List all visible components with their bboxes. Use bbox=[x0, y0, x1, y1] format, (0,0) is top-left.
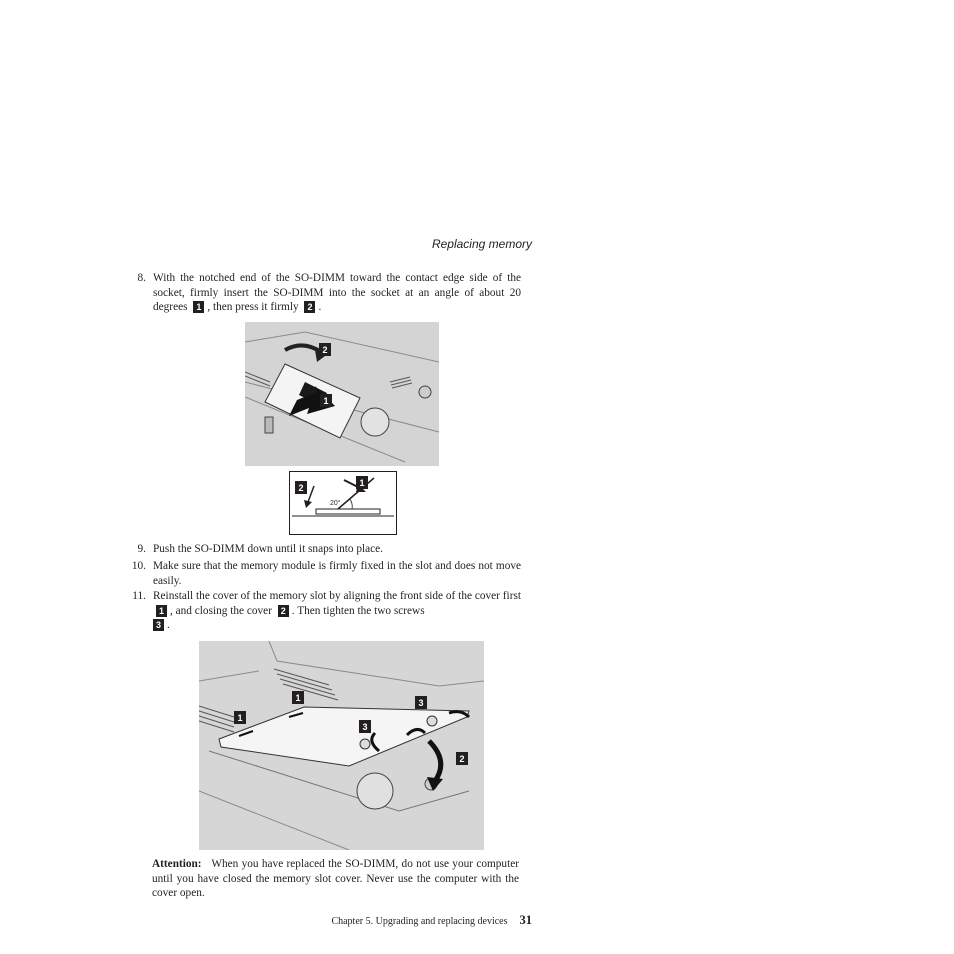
step-text: Push the SO-DIMM down until it snaps into place. bbox=[153, 543, 384, 555]
attention-text: When you have replaced the SO-DIMM, do not use your computer until you have closed the memory slot cover. Never use the computer with the cover open. bbox=[152, 858, 519, 899]
svg-text:3: 3 bbox=[418, 698, 424, 708]
chapter-title: Chapter 5. Upgrading and replacing devices bbox=[331, 916, 508, 927]
figure-angle-detail bbox=[289, 471, 397, 535]
angle-label: 20° bbox=[330, 500, 341, 507]
step-text: Make sure that the memory module is firmly fixed in the slot and does not move easily. bbox=[153, 560, 521, 587]
step-number: 9. bbox=[137, 543, 146, 555]
step-9 bbox=[120, 542, 520, 557]
callout-badge: 2 bbox=[304, 301, 315, 313]
callout-badge: 1 bbox=[156, 605, 167, 617]
svg-text:2: 2 bbox=[459, 754, 465, 764]
svg-text:1: 1 bbox=[237, 713, 243, 723]
step-text: With the notched end of the SO-DIMM toward the contact edge side of the socket, firmly insert the SO-DIMM into the socket at an angle of about 20 degrees 1 , then press it firmly 2 . bbox=[153, 272, 521, 314]
svg-text:2: 2 bbox=[322, 345, 328, 355]
step-number: 8. bbox=[137, 272, 146, 284]
svg-text:3: 3 bbox=[362, 722, 368, 732]
callout-badge: 2 bbox=[278, 605, 289, 617]
figure-cover-reinstall bbox=[199, 641, 484, 850]
svg-text:1: 1 bbox=[323, 396, 329, 406]
running-header: Replacing memory bbox=[431, 237, 532, 251]
svg-text:2: 2 bbox=[298, 483, 304, 493]
page-number: 31 bbox=[519, 913, 532, 927]
step-10 bbox=[120, 559, 520, 589]
svg-text:1: 1 bbox=[295, 693, 301, 703]
callout-badge: 1 bbox=[193, 301, 204, 313]
attention-note bbox=[152, 857, 519, 901]
step-text: Reinstall the cover of the memory slot by aligning the front side of the cover first 1 , and closing the cover 2 . Then tighten the two screws 3 . bbox=[153, 590, 521, 632]
step-11 bbox=[120, 589, 520, 633]
figure-sodimm-insertion bbox=[245, 322, 439, 466]
attention-label: Attention: bbox=[152, 858, 202, 870]
page-footer bbox=[300, 913, 532, 928]
step-number: 11. bbox=[132, 590, 146, 602]
step-number: 10. bbox=[131, 560, 146, 572]
step-8 bbox=[120, 271, 520, 315]
svg-text:1: 1 bbox=[359, 478, 365, 488]
callout-badge: 3 bbox=[153, 619, 164, 631]
